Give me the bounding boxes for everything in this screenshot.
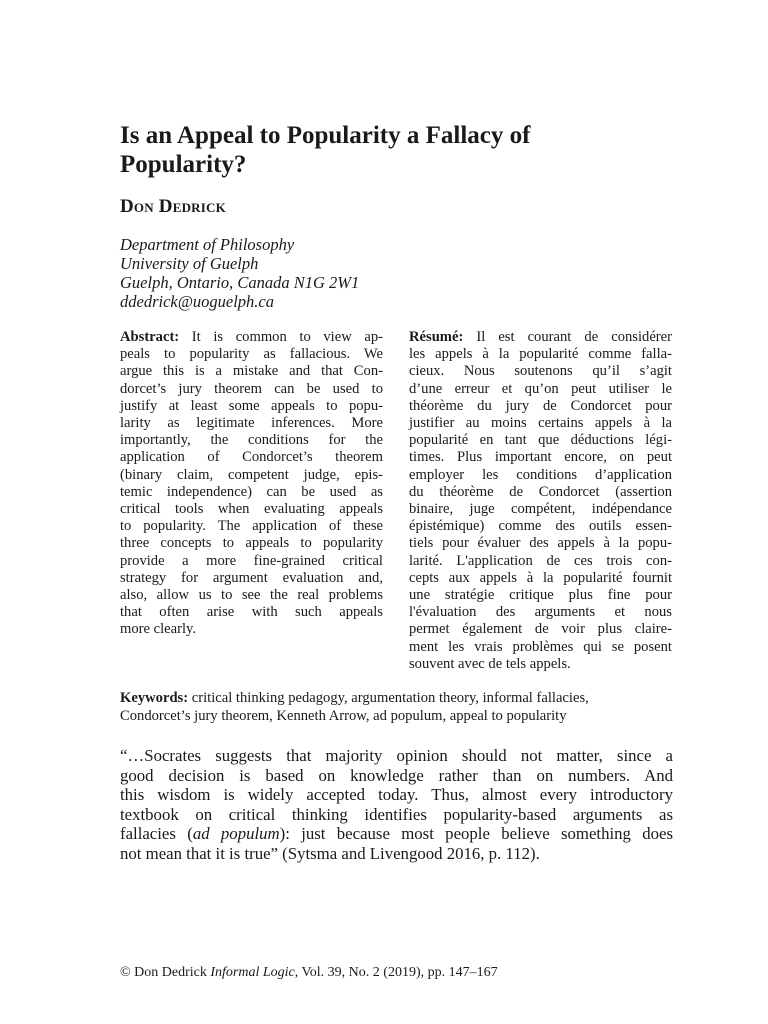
resume-line: les appels à la popularité comme falla-	[409, 346, 672, 363]
abstract-line: provide a more fine-grained critical	[120, 552, 383, 569]
resume-line: d’une erreur et qu’on peut utiliser le	[409, 380, 672, 397]
abstract-line: three concepts to appeals to popularity	[120, 535, 383, 552]
journal-name: Informal Logic	[210, 965, 295, 980]
abstract-line: importantly, the conditions for the	[120, 432, 383, 449]
resume-line: justifier au moins certains appels à la	[409, 415, 672, 432]
abstract-line: Abstract: It is common to view ap-	[120, 329, 383, 345]
quote-line: this wisdom is widely accepted today. Thus, almost every introductory	[120, 785, 673, 805]
keywords	[120, 690, 680, 726]
abstract-french	[409, 329, 672, 673]
resume-line: souvent avec de tels appels.	[409, 655, 571, 672]
resume-line: une stratégie critique plus fine pour	[409, 587, 672, 604]
author-affiliation	[120, 235, 359, 311]
paper-title	[120, 121, 680, 179]
abstract-english	[120, 329, 383, 639]
resume-line: employer les conditions d’application	[409, 466, 672, 483]
keywords-line: Condorcet’s jury theorem, Kenneth Arrow, ad populum, appeal to popularity	[120, 707, 567, 724]
abstract-line: temic independence) can be used as	[120, 483, 383, 500]
epigraph-quote	[120, 746, 673, 864]
abstract-line: peals to popularity as fallacious. We	[120, 346, 383, 363]
abstract-line: that often arise with such appeals	[120, 604, 383, 621]
resume-line: popularité en tant que déductions légi-	[409, 432, 672, 449]
resume-line: tiels pour évaluer des appels à la popu-	[409, 535, 672, 552]
resume-line: théorème du jury de Condorcet pour	[409, 397, 672, 414]
resume-line: du théorème de Condorcet (assertion	[409, 483, 672, 500]
title-line: Is an Appeal to Popularity a Fallacy of	[120, 122, 531, 149]
keywords-line: Keywords: critical thinking pedagogy, argumentation theory, informal fallacies,	[120, 690, 589, 706]
affiliation-address: Guelph, Ontario, Canada N1G 2W1	[120, 273, 360, 292]
quote-line: not mean that it is true” (Sytsma and Livengood 2016, p. 112).	[120, 843, 540, 863]
abstract-line: more clearly.	[120, 621, 197, 638]
author-name: Don Dedrick	[120, 196, 226, 217]
title-line: Popularity?	[120, 151, 247, 178]
quote-line: fallacies (ad populum): just because most people believe something does	[120, 824, 673, 844]
affiliation-university: University of Guelph	[120, 254, 259, 273]
resume-line: Résumé: Il est courant de considérer	[409, 329, 672, 345]
ad-populum-term: ad populum	[192, 824, 280, 844]
abstract-line: larity as legitimate inferences. More	[120, 415, 383, 432]
abstract-line: strategy for argument evaluation and,	[120, 569, 383, 586]
resume-line: cepts aux appels à la popularité fournit	[409, 569, 672, 586]
citation-footer: © Don Dedrick Informal Logic, Vol. 39, No. 2 (2019), pp. 147–167	[120, 965, 498, 980]
quote-line: good decision is based on knowledge rather than on numbers. And	[120, 765, 673, 785]
abstract-line: (binary claim, competent judge, epis-	[120, 466, 383, 483]
resume-line: binaire, juge compétent, indépendance	[409, 501, 672, 518]
resume-label: Résumé:	[409, 329, 464, 345]
resume-line: larité. L'application de ces trois con-	[409, 552, 672, 569]
abstract-label: Abstract:	[120, 329, 180, 345]
abstract-line: dorcet’s jury theorem can be used to	[120, 380, 383, 397]
resume-line: ment les vrais problèmes qui se posent	[409, 638, 672, 655]
abstract-line: justify at least some appeals to popu-	[120, 397, 383, 414]
affiliation-email: ddedrick@uoguelph.ca	[120, 292, 275, 311]
resume-line: times. Plus important encore, on peut	[409, 449, 672, 466]
resume-line: épistémique) comme des outils essen-	[409, 518, 672, 535]
abstract-line: application of Condorcet’s theorem	[120, 449, 383, 466]
quote-line: textbook on critical thinking identifies popularity-based arguments as	[120, 804, 673, 824]
resume-line: cieux. Nous soutenons qu’il s’agit	[409, 363, 672, 380]
resume-line: permet également de voir plus claire-	[409, 621, 672, 638]
abstract-line: to popularity. The application of these	[120, 518, 383, 535]
abstract-line: argue this is a mistake and that Con-	[120, 363, 383, 380]
resume-line: l'évaluation des arguments et nous	[409, 604, 672, 621]
affiliation-department: Department of Philosophy	[120, 235, 295, 254]
quote-line: “…Socrates suggests that majority opinion should not matter, since a	[120, 746, 673, 765]
abstract-line: critical tools when evaluating appeals	[120, 501, 383, 518]
abstract-line: also, allow us to see the real problems	[120, 587, 383, 604]
keywords-label: Keywords:	[120, 690, 189, 706]
